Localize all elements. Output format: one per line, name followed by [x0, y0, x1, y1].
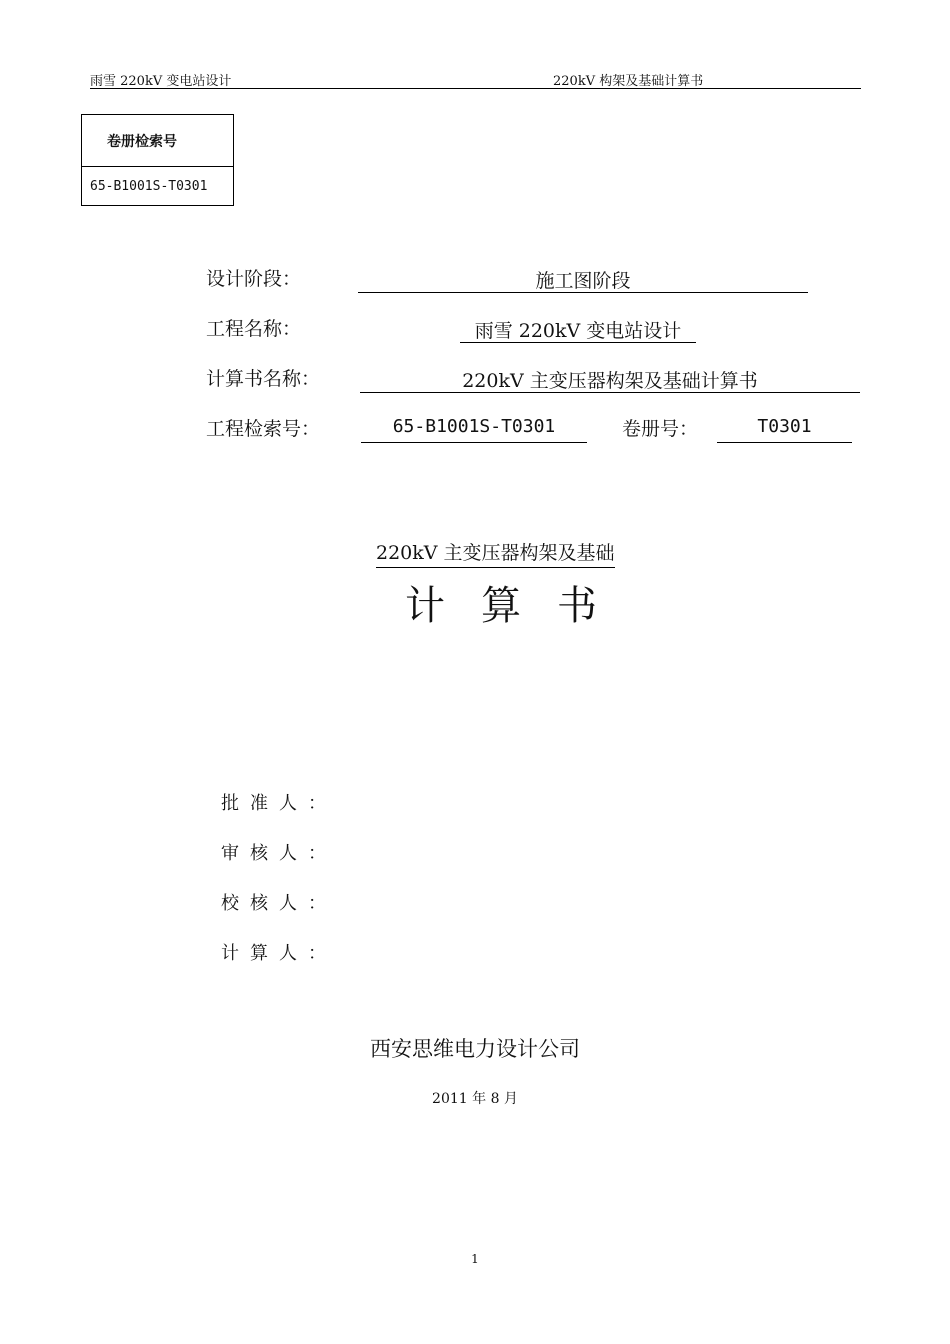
- company-name: 西安思维电力设计公司: [370, 1037, 580, 1061]
- document-title: 计算书: [405, 583, 633, 629]
- calculator-label: 计算人：: [221, 943, 337, 964]
- checker-label: 校核人：: [221, 893, 337, 914]
- header-project-name: 雨雪 220kV 变电站设计: [90, 74, 232, 89]
- project-index-label: 工程检索号：: [206, 418, 321, 440]
- calc-book-name-value: 220kV 主变压器构架及基础计算书: [462, 370, 758, 392]
- design-stage-label: 设计阶段：: [206, 268, 302, 290]
- project-name-label: 工程名称：: [206, 318, 302, 340]
- reviewer-label: 审核人：: [221, 843, 337, 864]
- volume-number-label: 卷册号：: [622, 418, 699, 440]
- document-subtitle: 220kV 主变压器构架及基础: [376, 538, 615, 568]
- calc-book-name-label: 计算书名称：: [206, 368, 321, 390]
- page-number: 1: [471, 1252, 479, 1266]
- header-document-name: 220kV 构架及基础计算书: [553, 74, 704, 89]
- project-index-underline: [361, 442, 587, 443]
- volume-index-box: [81, 114, 234, 206]
- volume-index-title: 卷册检索号: [82, 115, 233, 167]
- design-stage-value: 施工图阶段: [535, 270, 631, 292]
- approver-label: 批准人：: [221, 793, 337, 814]
- project-index-value: 65-B1001S-T0301: [392, 416, 556, 437]
- project-name-value: 雨雪 220kV 变电站设计: [474, 320, 682, 342]
- design-stage-underline: [358, 292, 808, 293]
- calc-book-name-underline: [360, 392, 860, 393]
- volume-index-value: 65-B1001S-T0301: [90, 179, 208, 194]
- issue-date: 2011 年 8 月: [432, 1091, 518, 1107]
- project-name-underline: [460, 342, 696, 343]
- volume-number-underline: [717, 442, 852, 443]
- header-rule: [90, 88, 861, 89]
- volume-number-value: T0301: [757, 416, 812, 437]
